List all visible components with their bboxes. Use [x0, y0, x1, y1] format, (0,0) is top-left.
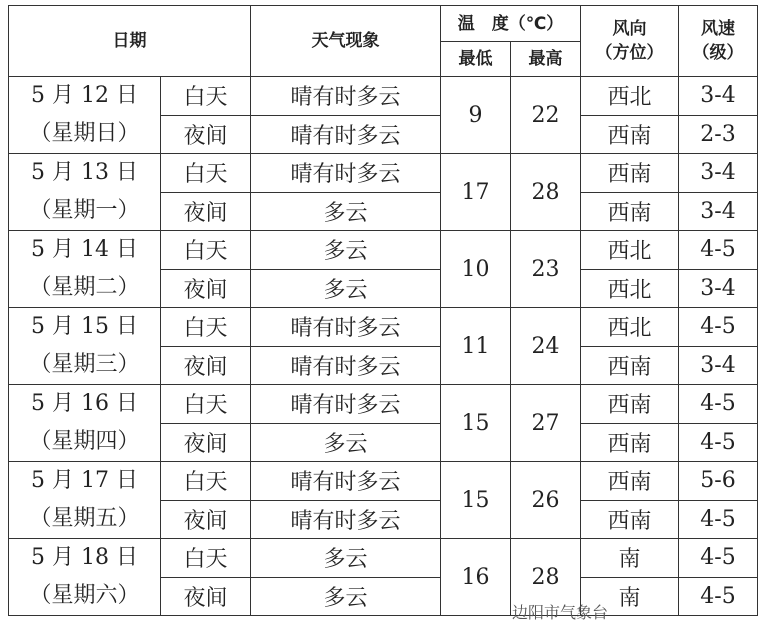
header-wind-direction	[581, 6, 679, 77]
temp-low-cell: 15	[441, 385, 511, 462]
table-header	[9, 6, 758, 77]
wind-direction-night: 西南	[581, 115, 679, 154]
wind-speed-day: 4-5	[679, 308, 758, 347]
weather-forecast-table	[8, 5, 758, 616]
period-day: 白天	[161, 231, 251, 270]
wind-direction-day: 西南	[581, 385, 679, 424]
date-cell	[9, 385, 161, 462]
wind-speed-day: 4-5	[679, 539, 758, 578]
period-day: 白天	[161, 77, 251, 116]
weather-night: 多云	[251, 269, 441, 308]
wind-speed-night: 3-4	[679, 346, 758, 385]
date-text: 5 月 14 日	[31, 237, 138, 262]
period-day: 白天	[161, 308, 251, 347]
temp-high-cell: 22	[511, 77, 581, 154]
date-text: 5 月 13 日	[31, 160, 138, 185]
period-day: 白天	[161, 539, 251, 578]
temp-low-cell: 11	[441, 308, 511, 385]
period-night: 夜间	[161, 115, 251, 154]
date-text: 5 月 16 日	[31, 391, 138, 416]
weather-night: 多云	[251, 192, 441, 231]
table-row	[9, 308, 758, 347]
temp-high-cell: 28	[511, 539, 581, 616]
weekday-text: （星期三）	[29, 352, 140, 377]
wind-speed-day: 4-5	[679, 385, 758, 424]
wind-direction-night: 西南	[581, 346, 679, 385]
wind-speed-day: 4-5	[679, 231, 758, 270]
wind-direction-day: 西北	[581, 77, 679, 116]
period-day: 白天	[161, 154, 251, 193]
weather-day: 多云	[251, 539, 441, 578]
weekday-text: （星期一）	[29, 198, 140, 223]
table-row	[9, 154, 758, 193]
weather-day: 多云	[251, 231, 441, 270]
table-row	[9, 539, 758, 578]
date-cell	[9, 308, 161, 385]
period-night: 夜间	[161, 423, 251, 462]
wind-direction-night: 南	[581, 577, 679, 616]
weather-day: 晴有时多云	[251, 385, 441, 424]
temp-low-cell: 10	[441, 231, 511, 308]
weather-night: 晴有时多云	[251, 346, 441, 385]
weather-night: 多云	[251, 423, 441, 462]
temp-high-cell: 23	[511, 231, 581, 308]
date-cell	[9, 154, 161, 231]
weather-night: 晴有时多云	[251, 500, 441, 539]
header-wind-speed-label: 风速	[701, 19, 735, 39]
weather-day: 晴有时多云	[251, 308, 441, 347]
temp-high-cell: 27	[511, 385, 581, 462]
period-night: 夜间	[161, 269, 251, 308]
wind-direction-day: 西北	[581, 308, 679, 347]
weekday-text: （星期日）	[29, 121, 140, 146]
weather-day: 晴有时多云	[251, 462, 441, 501]
table-row	[9, 231, 758, 270]
weekday-text: （星期六）	[29, 583, 140, 608]
wind-direction-night: 西南	[581, 423, 679, 462]
header-date: 日期	[9, 6, 251, 77]
date-text: 5 月 15 日	[31, 314, 138, 339]
temp-low-cell: 9	[441, 77, 511, 154]
wind-speed-night: 3-4	[679, 269, 758, 308]
wind-speed-day: 5-6	[679, 462, 758, 501]
wind-speed-day: 3-4	[679, 77, 758, 116]
weekday-text: （星期四）	[29, 429, 140, 454]
wind-direction-night: 西南	[581, 192, 679, 231]
weather-night: 晴有时多云	[251, 115, 441, 154]
wind-speed-night: 4-5	[679, 577, 758, 616]
date-cell	[9, 231, 161, 308]
header-temp-high: 最高	[511, 42, 581, 77]
header-wind-speed-unit: （级）	[692, 43, 744, 63]
period-day: 白天	[161, 385, 251, 424]
wind-speed-night: 4-5	[679, 500, 758, 539]
date-text: 5 月 17 日	[31, 468, 138, 493]
date-cell	[9, 462, 161, 539]
date-text: 5 月 18 日	[31, 545, 138, 570]
table-row	[9, 385, 758, 424]
wind-direction-day: 南	[581, 539, 679, 578]
temp-high-cell: 26	[511, 462, 581, 539]
weekday-text: （星期五）	[29, 506, 140, 531]
date-cell	[9, 77, 161, 154]
table-body	[9, 77, 758, 616]
weather-night: 多云	[251, 577, 441, 616]
period-night: 夜间	[161, 192, 251, 231]
weekday-text: （星期二）	[29, 275, 140, 300]
header-wind-direction-label: 风向	[612, 19, 647, 39]
wind-direction-night: 西南	[581, 500, 679, 539]
period-night: 夜间	[161, 500, 251, 539]
table-row	[9, 462, 758, 501]
temp-low-cell: 15	[441, 462, 511, 539]
wind-speed-day: 3-4	[679, 154, 758, 193]
temp-low-cell: 17	[441, 154, 511, 231]
date-text: 5 月 12 日	[31, 83, 138, 108]
wind-direction-day: 西南	[581, 154, 679, 193]
table-row	[9, 77, 758, 116]
footer-watermark-partial: 边阳市气象台	[512, 603, 609, 622]
temp-low-cell: 16	[441, 539, 511, 616]
date-cell	[9, 539, 161, 616]
period-day: 白天	[161, 462, 251, 501]
temp-high-cell: 24	[511, 308, 581, 385]
wind-direction-night: 西北	[581, 269, 679, 308]
wind-speed-night: 3-4	[679, 192, 758, 231]
temp-high-cell: 28	[511, 154, 581, 231]
wind-direction-day: 西南	[581, 462, 679, 501]
period-night: 夜间	[161, 346, 251, 385]
header-wind-direction-unit: （方位）	[595, 43, 664, 63]
wind-speed-night: 2-3	[679, 115, 758, 154]
wind-direction-day: 西北	[581, 231, 679, 270]
weather-day: 晴有时多云	[251, 154, 441, 193]
header-temp-low: 最低	[441, 42, 511, 77]
wind-speed-night: 4-5	[679, 423, 758, 462]
header-weather: 天气现象	[251, 6, 441, 77]
header-wind-speed	[679, 6, 758, 77]
period-night: 夜间	[161, 577, 251, 616]
weather-day: 晴有时多云	[251, 77, 441, 116]
header-temperature: 温 度（℃）	[441, 6, 581, 42]
